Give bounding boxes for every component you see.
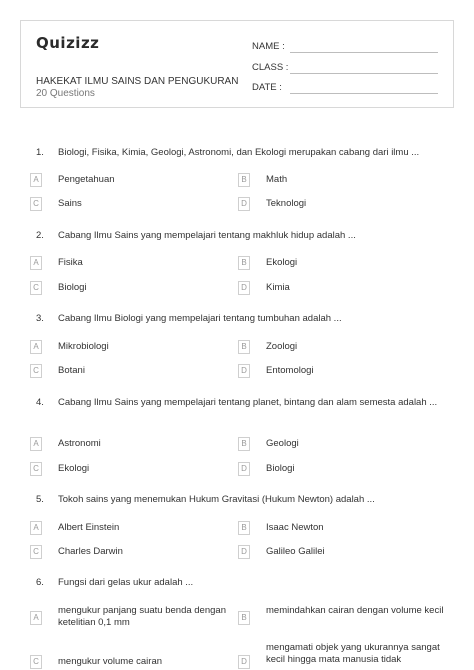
name-field[interactable] (290, 52, 438, 53)
option-text: Galileo Galilei (266, 546, 325, 557)
option-text: Math (266, 174, 288, 185)
option-letter[interactable]: B (238, 256, 250, 270)
name-label: NAME : (252, 41, 285, 52)
option-letter[interactable]: B (238, 173, 250, 187)
option-text: Fisika (58, 257, 83, 268)
option-letter[interactable]: D (238, 197, 250, 211)
option-letter[interactable]: D (238, 462, 250, 476)
option-letter[interactable]: B (238, 611, 250, 625)
option-text: Kimia (266, 282, 290, 293)
option-letter[interactable]: A (30, 437, 42, 451)
option-letter[interactable]: A (30, 256, 42, 270)
option-letter[interactable]: A (30, 173, 42, 187)
option-text: Astronomi (58, 438, 101, 449)
date-label: DATE : (252, 82, 282, 93)
question-5: 5. Tokoh sains yang menemukan Hukum Gravitasi (Hukum Newton) adalah ... (36, 494, 375, 505)
quizizz-logo: Quizizz (36, 34, 100, 52)
option-text: Biologi (266, 463, 295, 474)
option-letter[interactable]: C (30, 364, 42, 378)
option-letter[interactable]: C (30, 281, 42, 295)
option-letter[interactable]: C (30, 655, 42, 669)
option-letter[interactable]: B (238, 521, 250, 535)
option-letter[interactable]: D (238, 655, 250, 669)
option-letter[interactable]: B (238, 437, 250, 451)
option-text: Teknologi (266, 198, 307, 209)
option-letter[interactable]: C (30, 197, 42, 211)
option-text: mengukur volume cairan (58, 656, 163, 667)
option-text: Ekologi (266, 257, 298, 268)
question-4: 4. Cabang Ilmu Sains yang mempelajari tentang planet, bintang dan alam semesta adalah ... (36, 397, 438, 408)
worksheet-title: HAKEKAT ILMU SAINS DAN PENGUKURAN (36, 76, 239, 87)
option-letter[interactable]: D (238, 281, 250, 295)
question-6: 6. Fungsi dari gelas ukur adalah ... (36, 577, 194, 588)
class-field[interactable] (290, 73, 438, 74)
date-field[interactable] (290, 93, 438, 94)
option-text: Entomologi (266, 365, 314, 376)
option-letter[interactable]: D (238, 545, 250, 559)
option-letter[interactable]: A (30, 521, 42, 535)
question-2: 2. Cabang Ilmu Sains yang mempelajari tentang makhluk hidup adalah ... (36, 230, 356, 241)
class-label: CLASS : (252, 62, 289, 73)
option-letter[interactable]: B (238, 340, 250, 354)
option-text: Ekologi (58, 463, 90, 474)
question-count: 20 Questions (36, 88, 95, 99)
option-text: Albert Einstein (58, 522, 120, 533)
option-text: Isaac Newton (266, 522, 324, 533)
option-text: Sains (58, 198, 82, 209)
option-letter[interactable]: C (30, 462, 42, 476)
option-text: memindahkan cairan dengan volume kecil (266, 605, 444, 616)
option-text: Mikrobiologi (58, 341, 109, 352)
option-text: mengamati objek yang ukurannya sangat kecil hingga mata manusia tidak (266, 642, 440, 665)
option-text: Charles Darwin (58, 546, 123, 557)
option-text: Geologi (266, 438, 299, 449)
question-1: 1. Biologi, Fisika, Kimia, Geologi, Astronomi, dan Ekologi merupakan cabang dari ilmu ... (36, 147, 420, 158)
option-text: Biologi (58, 282, 87, 293)
option-text: mengukur panjang suatu benda dengan ketelitian 0,1 mm (58, 605, 226, 628)
question-3: 3. Cabang Ilmu Biologi yang mempelajari tentang tumbuhan adalah ... (36, 313, 342, 324)
option-text: Pengetahuan (58, 174, 115, 185)
option-letter[interactable]: C (30, 545, 42, 559)
option-letter[interactable]: D (238, 364, 250, 378)
option-letter[interactable]: A (30, 611, 42, 625)
option-letter[interactable]: A (30, 340, 42, 354)
option-text: Botani (58, 365, 85, 376)
option-text: Zoologi (266, 341, 298, 352)
